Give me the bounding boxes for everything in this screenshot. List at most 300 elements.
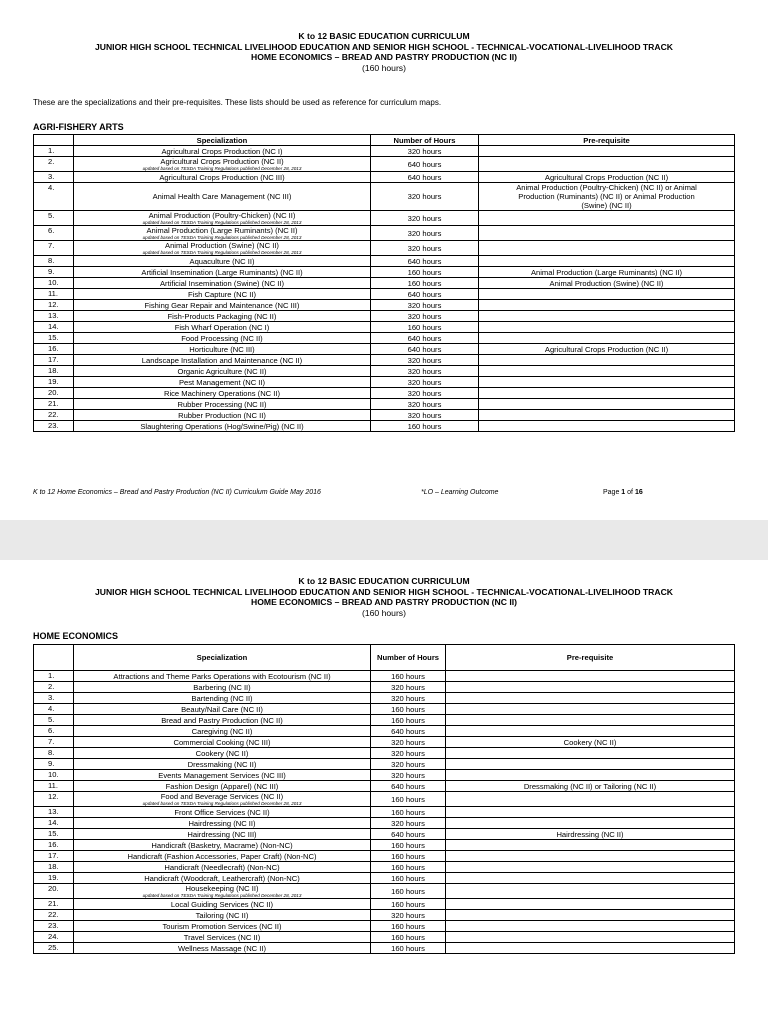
row-hours bbox=[371, 377, 479, 388]
row-prerequisite bbox=[446, 921, 735, 932]
row-number-text: 22. bbox=[48, 410, 59, 419]
row-hours bbox=[371, 840, 446, 851]
row-hours-text: 160 hours bbox=[407, 322, 442, 332]
row-specialization-text: Bread and Pastry Production (NC II) bbox=[161, 715, 283, 725]
row-hours bbox=[371, 704, 446, 715]
row-number bbox=[34, 226, 74, 241]
row-hours-text: 320 hours bbox=[391, 759, 425, 769]
row-number-text: 4. bbox=[48, 183, 55, 192]
table-row bbox=[34, 682, 735, 693]
row-number bbox=[34, 256, 74, 267]
row-number bbox=[34, 311, 74, 322]
table-header-row bbox=[34, 645, 735, 671]
row-specialization bbox=[74, 333, 371, 344]
column-header-specialization: Specialization bbox=[74, 645, 371, 671]
row-number-text: 12. bbox=[48, 792, 59, 801]
row-hours bbox=[371, 211, 479, 226]
row-hours-text: 320 hours bbox=[391, 682, 425, 692]
row-number-text: 11. bbox=[48, 781, 58, 790]
row-number bbox=[34, 910, 74, 921]
row-hours bbox=[371, 932, 446, 943]
row-specialization bbox=[74, 715, 371, 726]
row-hours bbox=[371, 421, 479, 432]
row-specialization bbox=[74, 388, 371, 399]
row-number-text: 14. bbox=[48, 322, 59, 331]
row-specialization bbox=[74, 829, 371, 840]
row-prerequisite bbox=[479, 183, 735, 211]
row-number bbox=[34, 366, 74, 377]
row-hours bbox=[371, 322, 479, 333]
row-number-text: 15. bbox=[48, 829, 59, 838]
row-number bbox=[34, 388, 74, 399]
row-prerequisite bbox=[479, 377, 735, 388]
table-row bbox=[34, 157, 735, 172]
row-prerequisite-text: Hairdressing (NC II) bbox=[556, 829, 624, 839]
row-hours bbox=[371, 682, 446, 693]
row-hours-text: 640 hours bbox=[391, 829, 425, 839]
row-prerequisite bbox=[479, 256, 735, 267]
table-row bbox=[34, 671, 735, 682]
row-hours-text: 320 hours bbox=[407, 399, 442, 409]
row-specialization bbox=[74, 172, 371, 183]
row-specialization-text: Animal Production (Poultry-Chicken) (NC II) bbox=[148, 211, 296, 220]
row-specialization-text: Local Guiding Services (NC II) bbox=[170, 899, 274, 909]
row-specialization bbox=[74, 807, 371, 818]
table-row bbox=[34, 241, 735, 256]
row-specialization bbox=[74, 910, 371, 921]
header-line-2: JUNIOR HIGH SCHOOL TECHNICAL LIVELIHOOD EDUCATION AND SENIOR HIGH SCHOOL - TECHNICAL-VOCATIONAL-LIVELIHOOD TRACK bbox=[94, 41, 673, 52]
row-number bbox=[34, 840, 74, 851]
header-line-3: HOME ECONOMICS – BREAD AND PASTRY PRODUCTION (NC II) bbox=[251, 52, 517, 62]
page-footer bbox=[33, 489, 733, 496]
row-specialization bbox=[74, 146, 371, 157]
row-hours bbox=[371, 715, 446, 726]
row-specialization bbox=[74, 781, 371, 792]
row-hours bbox=[371, 899, 446, 910]
row-specialization-text: Hairdressing (NC III) bbox=[187, 829, 257, 839]
row-specialization bbox=[74, 157, 371, 172]
header-line-1: K to 12 BASIC EDUCATION CURRICULUM bbox=[298, 31, 470, 41]
row-number bbox=[34, 289, 74, 300]
row-hours-text: 640 hours bbox=[407, 289, 442, 299]
row-number bbox=[34, 704, 74, 715]
row-specialization-text: Food Processing (NC II) bbox=[181, 333, 263, 343]
table-row bbox=[34, 355, 735, 366]
row-prerequisite bbox=[479, 399, 735, 410]
row-prerequisite bbox=[479, 157, 735, 172]
table-row bbox=[34, 715, 735, 726]
row-specialization-text: Hairdressing (NC II) bbox=[188, 818, 256, 828]
table-row bbox=[34, 770, 735, 781]
row-hours bbox=[371, 726, 446, 737]
row-number-text: 20. bbox=[48, 884, 59, 893]
row-specialization-text: Agricultural Crops Production (NC I) bbox=[161, 146, 283, 156]
row-prerequisite-text: Agricultural Crops Production (NC II) bbox=[544, 344, 669, 354]
document-page-2 bbox=[0, 560, 768, 1024]
row-hours-text: 160 hours bbox=[391, 715, 425, 725]
table-row bbox=[34, 311, 735, 322]
row-hours bbox=[371, 829, 446, 840]
row-number-text: 18. bbox=[48, 862, 59, 871]
row-specialization-text: Tailoring (NC II) bbox=[195, 910, 249, 920]
row-number-text: 17. bbox=[48, 851, 59, 860]
page-of: of bbox=[625, 489, 635, 496]
row-number bbox=[34, 829, 74, 840]
row-number-text: 2. bbox=[48, 157, 55, 166]
row-hours bbox=[371, 183, 479, 211]
row-specialization bbox=[74, 256, 371, 267]
row-hours bbox=[371, 671, 446, 682]
table-row bbox=[34, 910, 735, 921]
row-specialization bbox=[74, 289, 371, 300]
row-hours-text: 320 hours bbox=[407, 377, 442, 387]
row-hours bbox=[371, 792, 446, 807]
row-hours bbox=[371, 737, 446, 748]
row-prerequisite bbox=[479, 344, 735, 355]
row-prerequisite-text: Animal Production (Large Ruminants) (NC II) bbox=[530, 267, 683, 277]
row-number bbox=[34, 322, 74, 333]
row-specialization-text: Cookery (NC II) bbox=[195, 748, 249, 758]
table-row bbox=[34, 748, 735, 759]
row-number bbox=[34, 671, 74, 682]
row-prerequisite bbox=[446, 781, 735, 792]
row-specialization bbox=[74, 851, 371, 862]
row-hours bbox=[371, 781, 446, 792]
column-header-prerequisite: Pre-requisite bbox=[446, 645, 735, 671]
row-hours-text: 640 hours bbox=[407, 159, 442, 169]
row-number bbox=[34, 807, 74, 818]
row-prerequisite bbox=[446, 682, 735, 693]
row-hours-text: 320 hours bbox=[407, 228, 442, 238]
row-specialization bbox=[74, 792, 371, 807]
row-prerequisite bbox=[446, 759, 735, 770]
row-number bbox=[34, 355, 74, 366]
row-prerequisite bbox=[479, 172, 735, 183]
row-number bbox=[34, 183, 74, 211]
row-prerequisite bbox=[479, 355, 735, 366]
row-specialization-text: Agricultural Crops Production (NC III) bbox=[159, 172, 285, 182]
section-title-home: HOME ECONOMICS bbox=[33, 631, 119, 641]
row-number-text: 14. bbox=[48, 818, 59, 827]
row-specialization bbox=[74, 410, 371, 421]
row-prerequisite bbox=[446, 899, 735, 910]
page-header-2 bbox=[0, 576, 768, 618]
row-number bbox=[34, 770, 74, 781]
row-prerequisite bbox=[479, 146, 735, 157]
row-prerequisite bbox=[446, 748, 735, 759]
row-hours-text: 320 hours bbox=[407, 410, 442, 420]
row-number bbox=[34, 792, 74, 807]
row-specialization-text: Fish Wharf Operation (NC I) bbox=[174, 322, 270, 332]
row-hours bbox=[371, 172, 479, 183]
row-number bbox=[34, 399, 74, 410]
row-number-text: 8. bbox=[48, 748, 55, 757]
row-number bbox=[34, 211, 74, 226]
row-hours-text: 160 hours bbox=[391, 704, 425, 714]
row-number-text: 5. bbox=[48, 715, 55, 724]
row-hours-text: 640 hours bbox=[407, 344, 442, 354]
row-hours-text: 640 hours bbox=[391, 781, 425, 791]
row-prerequisite bbox=[446, 829, 735, 840]
row-specialization bbox=[74, 267, 371, 278]
row-hours bbox=[371, 267, 479, 278]
row-hours-text: 640 hours bbox=[407, 256, 442, 266]
row-number-text: 23. bbox=[48, 921, 59, 930]
row-prerequisite bbox=[446, 851, 735, 862]
table-row bbox=[34, 862, 735, 873]
row-number-text: 13. bbox=[48, 311, 59, 320]
row-prerequisite bbox=[479, 226, 735, 241]
row-hours bbox=[371, 399, 479, 410]
row-specialization bbox=[74, 682, 371, 693]
row-number bbox=[34, 377, 74, 388]
row-prerequisite bbox=[446, 884, 735, 899]
row-specialization-text: Travel Services (NC II) bbox=[183, 932, 261, 942]
header-line-1: K to 12 BASIC EDUCATION CURRICULUM bbox=[298, 576, 470, 586]
row-specialization-text: Front Office Services (NC II) bbox=[174, 807, 270, 817]
page-header bbox=[0, 31, 768, 73]
row-number-text: 22. bbox=[48, 910, 59, 919]
row-specialization bbox=[74, 737, 371, 748]
row-number-text: 6. bbox=[48, 726, 55, 735]
row-specialization-text: Agricultural Crops Production (NC II) bbox=[160, 157, 284, 166]
row-number bbox=[34, 241, 74, 256]
row-specialization-text: Events Management Services (NC III) bbox=[158, 770, 286, 780]
row-number-text: 1. bbox=[48, 671, 55, 680]
row-specialization-text: Rubber Production (NC II) bbox=[178, 410, 266, 420]
page-current: 1 bbox=[621, 489, 626, 496]
table-row bbox=[34, 899, 735, 910]
row-prerequisite bbox=[446, 910, 735, 921]
table-row bbox=[34, 300, 735, 311]
row-prerequisite bbox=[446, 862, 735, 873]
table-row bbox=[34, 693, 735, 704]
row-specialization-text: Slaughtering Operations (Hog/Swine/Pig) (NC II) bbox=[140, 421, 304, 431]
table-row bbox=[34, 377, 735, 388]
row-number-text: 21. bbox=[48, 399, 59, 408]
row-number-text: 3. bbox=[48, 172, 55, 181]
table-row bbox=[34, 146, 735, 157]
row-specialization bbox=[74, 183, 371, 211]
column-header-hours: Number of Hours bbox=[371, 645, 446, 671]
row-prerequisite-text: Dressmaking (NC II) or Tailoring (NC II) bbox=[523, 781, 657, 791]
row-prerequisite bbox=[479, 300, 735, 311]
row-number bbox=[34, 759, 74, 770]
row-hours bbox=[371, 355, 479, 366]
row-hours-text: 640 hours bbox=[407, 333, 442, 343]
row-hours bbox=[371, 333, 479, 344]
row-prerequisite bbox=[479, 410, 735, 421]
row-number bbox=[34, 921, 74, 932]
row-number bbox=[34, 146, 74, 157]
row-number bbox=[34, 333, 74, 344]
row-prerequisite bbox=[479, 267, 735, 278]
row-number-text: 18. bbox=[48, 366, 59, 375]
row-hours-text: 160 hours bbox=[391, 862, 425, 872]
row-specialization-text: Landscape Installation and Maintenance (NC II) bbox=[141, 355, 303, 365]
row-hours-text: 160 hours bbox=[407, 267, 442, 277]
row-hours bbox=[371, 241, 479, 256]
row-prerequisite bbox=[446, 792, 735, 807]
table-row bbox=[34, 421, 735, 432]
row-hours-text: 160 hours bbox=[391, 873, 425, 883]
row-number-text: 4. bbox=[48, 704, 55, 713]
row-number bbox=[34, 884, 74, 899]
row-prerequisite bbox=[446, 818, 735, 829]
row-hours-text: 160 hours bbox=[391, 794, 425, 804]
row-number-text: 20. bbox=[48, 388, 59, 397]
row-update-note: updated based on TESDA Training Regulations published December 28, 2013 bbox=[142, 220, 302, 225]
row-number bbox=[34, 172, 74, 183]
row-number-text: 13. bbox=[48, 807, 59, 816]
row-specialization-text: Animal Health Care Management (NC III) bbox=[152, 192, 292, 201]
table-row bbox=[34, 704, 735, 715]
table-row bbox=[34, 226, 735, 241]
row-specialization-text: Handicraft (Basketry, Macrame) (Non-NC) bbox=[151, 840, 293, 850]
footer-lo-note: *LO – Learning Outcome bbox=[421, 489, 499, 496]
row-specialization bbox=[74, 366, 371, 377]
row-hours-text: 640 hours bbox=[407, 172, 442, 182]
row-specialization bbox=[74, 899, 371, 910]
row-hours bbox=[371, 818, 446, 829]
row-prerequisite bbox=[446, 943, 735, 954]
row-prerequisite bbox=[446, 932, 735, 943]
row-hours bbox=[371, 146, 479, 157]
row-update-note: updated based on TESDA Training Regulations published December 28, 2013 bbox=[142, 893, 302, 898]
table-row bbox=[34, 807, 735, 818]
page-prefix: Page bbox=[603, 489, 622, 496]
table-row bbox=[34, 851, 735, 862]
row-specialization bbox=[74, 748, 371, 759]
row-specialization bbox=[74, 862, 371, 873]
row-number bbox=[34, 873, 74, 884]
row-hours bbox=[371, 748, 446, 759]
row-hours-text: 320 hours bbox=[391, 693, 425, 703]
row-prerequisite bbox=[446, 840, 735, 851]
row-hours-text: 320 hours bbox=[407, 366, 442, 376]
row-specialization-text: Tourism Promotion Services (NC II) bbox=[162, 921, 282, 931]
table-row bbox=[34, 781, 735, 792]
row-number bbox=[34, 344, 74, 355]
row-prerequisite bbox=[446, 671, 735, 682]
row-specialization bbox=[74, 278, 371, 289]
row-hours-text: 160 hours bbox=[391, 932, 425, 942]
row-specialization bbox=[74, 884, 371, 899]
row-specialization-text: Animal Production (Large Ruminants) (NC II) bbox=[146, 226, 298, 235]
table-row bbox=[34, 932, 735, 943]
table-row bbox=[34, 737, 735, 748]
row-prerequisite bbox=[479, 311, 735, 322]
row-specialization-text: Artificial Insemination (Large Ruminants) (NC II) bbox=[141, 267, 303, 277]
row-number bbox=[34, 278, 74, 289]
row-number-text: 2. bbox=[48, 682, 55, 691]
row-hours bbox=[371, 770, 446, 781]
row-hours bbox=[371, 910, 446, 921]
row-specialization-text: Wellness Massage (NC II) bbox=[177, 943, 267, 953]
table-row bbox=[34, 410, 735, 421]
row-number bbox=[34, 267, 74, 278]
row-number bbox=[34, 899, 74, 910]
column-header-specialization: Specialization bbox=[74, 135, 371, 146]
row-number-text: 9. bbox=[48, 267, 55, 276]
row-specialization bbox=[74, 671, 371, 682]
row-number-text: 19. bbox=[48, 873, 59, 882]
row-number bbox=[34, 862, 74, 873]
row-hours bbox=[371, 873, 446, 884]
row-hours bbox=[371, 226, 479, 241]
row-hours-text: 160 hours bbox=[391, 807, 425, 817]
row-specialization-text: Fish-Products Packaging (NC II) bbox=[167, 311, 277, 321]
row-number-text: 17. bbox=[48, 355, 59, 364]
row-specialization-text: Food and Beverage Services (NC II) bbox=[160, 792, 284, 801]
header-line-4: (160 hours) bbox=[362, 607, 406, 618]
home-economics-table bbox=[33, 644, 735, 954]
row-number-text: 11. bbox=[48, 289, 58, 298]
column-header-hours: Number of Hours bbox=[371, 135, 479, 146]
row-specialization bbox=[74, 693, 371, 704]
row-number bbox=[34, 715, 74, 726]
row-prerequisite bbox=[479, 211, 735, 226]
row-hours bbox=[371, 289, 479, 300]
table-row bbox=[34, 183, 735, 211]
row-hours-text: 160 hours bbox=[391, 840, 425, 850]
row-hours-text: 320 hours bbox=[391, 737, 425, 747]
row-specialization bbox=[74, 211, 371, 226]
page-gap bbox=[0, 520, 768, 560]
row-specialization bbox=[74, 726, 371, 737]
row-prerequisite bbox=[479, 241, 735, 256]
table-row bbox=[34, 278, 735, 289]
row-hours bbox=[371, 851, 446, 862]
row-specialization-text: Bartending (NC II) bbox=[191, 693, 253, 703]
row-specialization bbox=[74, 377, 371, 388]
row-specialization-text: Fishing Gear Repair and Maintenance (NC III) bbox=[144, 300, 300, 310]
table-row bbox=[34, 322, 735, 333]
table-row bbox=[34, 818, 735, 829]
row-hours-text: 320 hours bbox=[407, 311, 442, 321]
agri-fishery-table bbox=[33, 134, 735, 432]
row-specialization-text: Rice Machinery Operations (NC II) bbox=[163, 388, 281, 398]
row-prerequisite bbox=[446, 715, 735, 726]
row-specialization bbox=[74, 344, 371, 355]
row-specialization-text: Organic Agriculture (NC II) bbox=[177, 366, 267, 376]
row-number-text: 3. bbox=[48, 693, 55, 702]
footer-page-number bbox=[603, 489, 643, 496]
row-number-text: 19. bbox=[48, 377, 59, 386]
row-hours bbox=[371, 943, 446, 954]
row-number-text: 24. bbox=[48, 932, 59, 941]
row-hours bbox=[371, 366, 479, 377]
column-header-number bbox=[34, 135, 74, 146]
row-hours bbox=[371, 884, 446, 899]
row-specialization-text: Rubber Processing (NC II) bbox=[177, 399, 267, 409]
row-number bbox=[34, 818, 74, 829]
row-specialization-text: Caregiving (NC II) bbox=[191, 726, 253, 736]
row-specialization-text: Artificial Insemination (Swine) (NC II) bbox=[159, 278, 285, 288]
row-hours-text: 320 hours bbox=[407, 243, 442, 253]
row-specialization bbox=[74, 818, 371, 829]
row-number-text: 16. bbox=[48, 344, 59, 353]
row-prerequisite bbox=[479, 333, 735, 344]
row-update-note: updated based on TESDA Training Regulations published December 28, 2013 bbox=[142, 235, 302, 240]
row-specialization-text: Horticulture (NC III) bbox=[189, 344, 255, 354]
row-specialization bbox=[74, 226, 371, 241]
row-hours bbox=[371, 388, 479, 399]
row-number bbox=[34, 157, 74, 172]
row-specialization-text: Handicraft (Fashion Accessories, Paper Craft) (Non-NC) bbox=[127, 851, 317, 861]
table-row bbox=[34, 366, 735, 377]
row-hours-text: 320 hours bbox=[407, 355, 442, 365]
